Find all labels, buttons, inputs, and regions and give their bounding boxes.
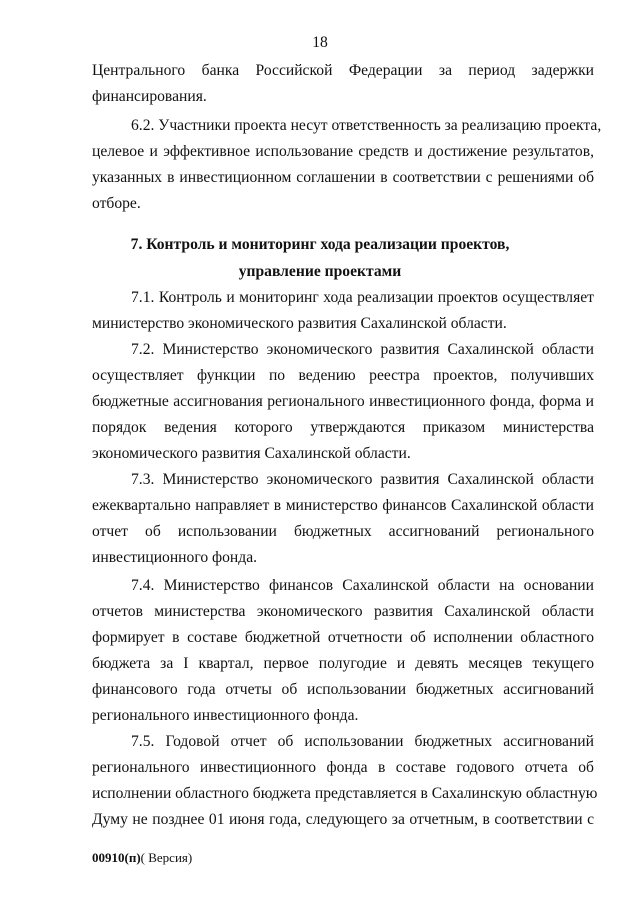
paragraph-line: отборе. bbox=[92, 195, 141, 212]
document-version: ( Версия) bbox=[140, 850, 193, 865]
paragraph-line: Центрального банка Российской Федерации за период задержки bbox=[92, 62, 594, 79]
page-number: 18 bbox=[312, 34, 328, 51]
paragraph-line: отчетов министерства экономического развития Сахалинской области bbox=[92, 603, 594, 620]
paragraph-line: Думу не позднее 01 июня года, следующего за отчетным, в соответствии с bbox=[92, 811, 594, 828]
paragraph-line: 7.2. Министерство экономического развития Сахалинской области bbox=[131, 341, 594, 358]
paragraph-line: отчет об использовании бюджетных ассигнований регионального bbox=[92, 523, 594, 540]
paragraph-line: министерство экономического развития Сахалинской области. bbox=[92, 315, 507, 332]
paragraph-line: целевое и эффективное использование средств и достижение результатов, bbox=[92, 143, 594, 160]
paragraph-line: осуществляет функции по ведению реестра проектов, получивших bbox=[92, 367, 594, 384]
document-footer bbox=[92, 850, 192, 866]
paragraph-line: 6.2. Участники проекта несут ответственность за реализацию проекта, bbox=[131, 117, 602, 134]
paragraph-line: регионального инвестиционного фонда. bbox=[92, 707, 359, 724]
paragraph-line: экономического развития Сахалинской области. bbox=[92, 445, 411, 462]
paragraph-line: указанных в инвестиционном соглашении в соответствии с решениями об bbox=[92, 169, 594, 186]
paragraph-line: порядок ведения которого утверждаются приказом министерства bbox=[92, 419, 594, 436]
paragraph-line: 7.3. Министерство экономического развития Сахалинской области bbox=[131, 471, 594, 488]
paragraph-line: 7.5. Годовой отчет об использовании бюджетных ассигнований bbox=[131, 733, 594, 750]
paragraph-line: финансирования. bbox=[92, 88, 207, 105]
paragraph-line: финансового года отчеты об использовании бюджетных ассигнований bbox=[92, 681, 594, 698]
paragraph-line: 7.1. Контроль и мониторинг хода реализации проектов осуществляет bbox=[131, 289, 594, 306]
document-code: 00910(п) bbox=[92, 850, 141, 865]
paragraph-line: формирует в составе бюджетной отчетности об исполнении областного bbox=[92, 629, 594, 646]
paragraph-line: ежеквартально направляет в министерство финансов Сахалинской области bbox=[92, 497, 594, 514]
paragraph-line: бюджета за I квартал, первое полугодие и девять месяцев текущего bbox=[92, 655, 594, 672]
section-heading-line: управление проектами bbox=[238, 263, 402, 280]
paragraph-line: инвестиционного фонда. bbox=[92, 549, 258, 566]
paragraph-line: исполнении областного бюджета представляется в Сахалинскую областную bbox=[92, 785, 598, 802]
paragraph-line: регионального инвестиционного фонда в составе годового отчета об bbox=[92, 759, 594, 776]
paragraph-line: 7.4. Министерство финансов Сахалинской области на основании bbox=[131, 577, 594, 594]
section-heading-line: 7. Контроль и мониторинг хода реализации проектов, bbox=[130, 236, 510, 253]
paragraph-line: бюджетные ассигнования регионального инвестиционного фонда, форма и bbox=[92, 393, 594, 410]
